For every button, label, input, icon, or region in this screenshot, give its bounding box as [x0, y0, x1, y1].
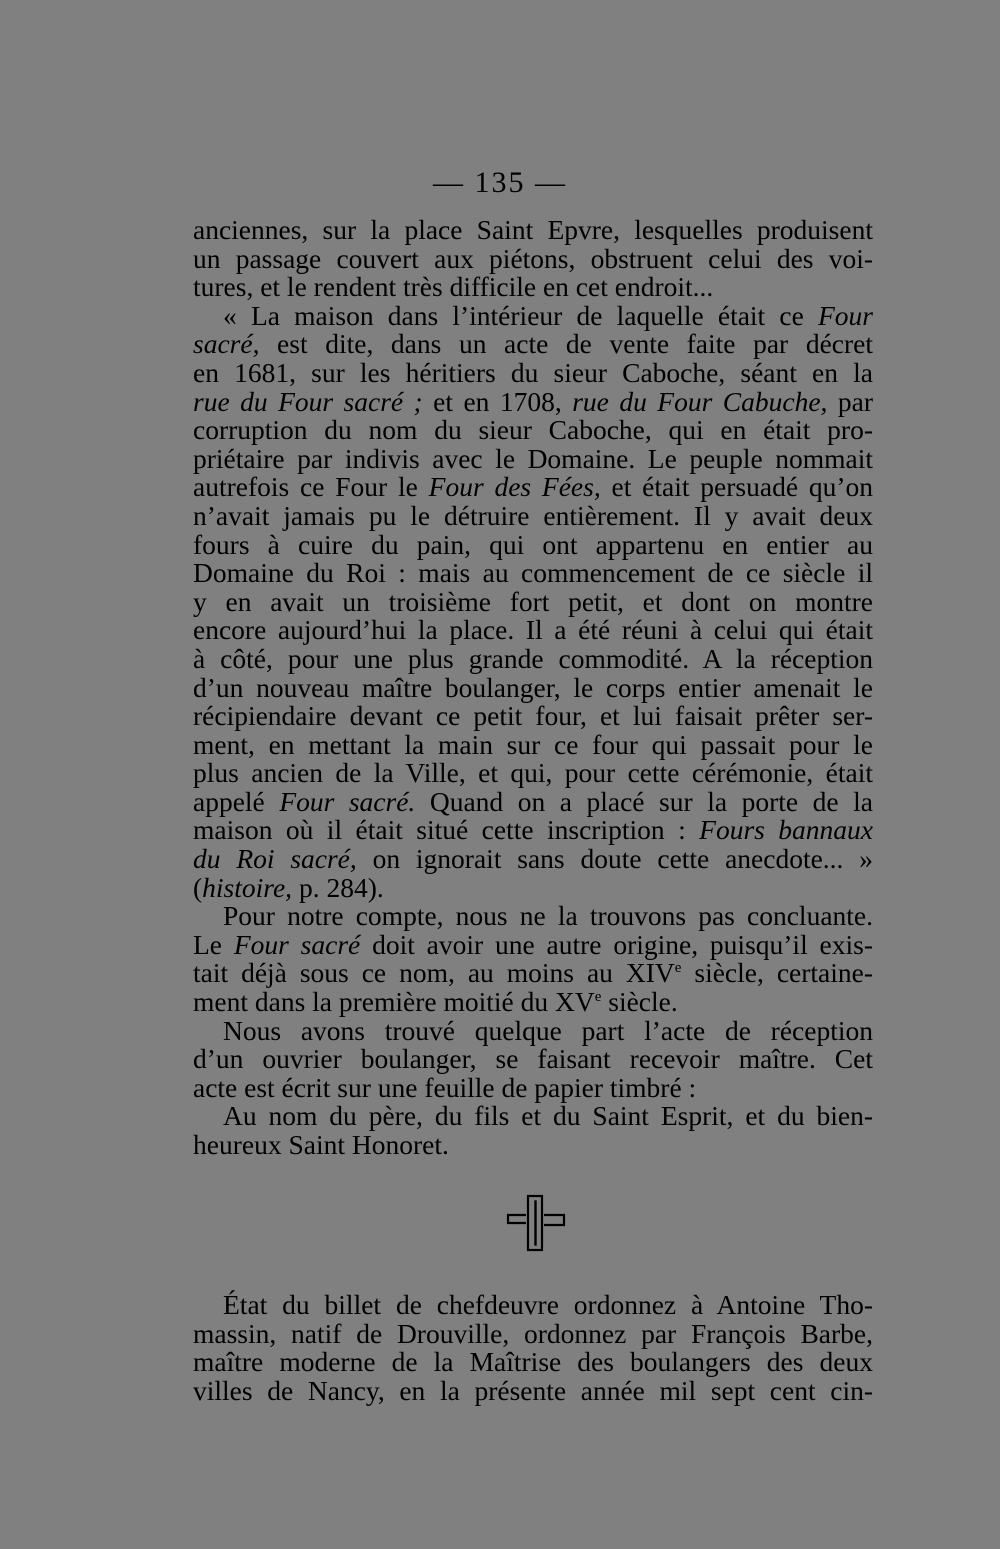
italic-span: sacré,	[193, 328, 260, 360]
text-line	[193, 299, 873, 331]
text-line	[193, 785, 873, 817]
text-line	[193, 928, 873, 960]
italic-span: Four sacré.	[279, 785, 416, 817]
text-span: doit avoir une autre origine, puisqu’il exis-	[360, 928, 873, 960]
text-span: par	[827, 385, 873, 417]
italic-span: rue du Four sacré ;	[193, 385, 423, 417]
text-line: en 1681, sur les héritiers du sieur Caboche, séant en la	[193, 356, 873, 388]
text-line	[193, 473, 873, 502]
text-line: Nous avons trouvé quelque part l’acte de réception	[223, 1014, 873, 1046]
text-line: tures, et le rendent très difficile en cet endroit...	[193, 271, 714, 303]
italic-span: Four	[818, 299, 873, 331]
text-line: d’un nouveau maître boulanger, le corps entier amenait le	[193, 671, 873, 703]
text-span: siècle, certaine-	[681, 957, 873, 989]
text-span: (	[193, 871, 203, 903]
text-line	[193, 330, 873, 359]
text-line	[193, 845, 873, 874]
text-line: massin, natif de Drouville, ordonnez par François Barbe,	[193, 1317, 873, 1349]
text-line	[193, 959, 873, 988]
superscript: e	[674, 960, 682, 977]
text-line	[193, 816, 873, 845]
text-line: priétaire par indivis avec le Domaine. Le peuple nommait	[193, 442, 873, 474]
italic-span: du Roi sacré,	[193, 843, 357, 875]
text-line: anciennes, sur la place Saint Epvre, lesquelles produisent	[193, 214, 873, 245]
text-span: et en 1708,	[422, 385, 573, 417]
italic-span: Four des Fées,	[428, 471, 601, 503]
italic-span: histoire,	[202, 871, 293, 903]
text-line: villes de Nancy, en la présente année mil sept cent cin-	[193, 1374, 873, 1406]
text-line: d’un ouvrier boulanger, se faisant recevoir maître. Cet	[193, 1043, 873, 1075]
text-span: siècle.	[601, 986, 678, 1018]
text-span: « La maison dans l’intérieur de laquelle était ce	[223, 299, 818, 331]
text-line: à côté, pour une plus grande commodité. A la réception	[193, 642, 873, 674]
text-line: ment, en mettant la main sur ce four qui passait pour le	[193, 728, 873, 760]
text-line: encore aujourd’hui la place. Il a été réuni à celui qui était	[193, 614, 873, 646]
text-span: appelé	[193, 785, 280, 817]
text-span: et était persuadé qu’on	[600, 471, 873, 503]
text-line: corruption du nom du sieur Caboche, qui en était pro-	[193, 414, 873, 446]
billet-text	[193, 1291, 873, 1405]
text-line	[193, 385, 873, 417]
text-line: maître moderne de la Maîtrise des boulangers des deux	[193, 1346, 873, 1378]
text-line: Pour notre compte, nous ne la trouvons pas concluante.	[223, 900, 873, 932]
text-line: y en avait un troisième fort petit, et dont on montre	[193, 585, 873, 617]
text-span: p. 284).	[292, 871, 384, 903]
text-line: heureux Saint Honoret.	[193, 1129, 449, 1160]
italic-span: rue du Four Cabuche,	[572, 385, 828, 417]
text-line	[193, 988, 873, 1017]
text-line: Domaine du Roi : mais au commencement de ce siècle il	[193, 557, 873, 589]
page-number: — 135 —	[433, 166, 567, 199]
text-span: ment dans la première moitié du XV	[193, 986, 595, 1018]
text-line: Au nom du père, du fils et du Saint Esprit, et du bien-	[223, 1100, 873, 1132]
italic-span: Fours bannaux	[699, 814, 873, 846]
text-span: maison où il était situé cette inscription :	[193, 814, 700, 846]
text-line: acte est écrit sur une feuille de papier timbré :	[193, 1071, 697, 1103]
text-span: Le	[193, 928, 234, 960]
text-line: un passage couvert aux piétons, obstruent celui des voi-	[193, 242, 873, 274]
superscript: e	[594, 988, 602, 1005]
text-line	[193, 871, 873, 903]
main-text	[193, 216, 873, 1160]
text-line: fours à cuire du pain, qui ont appartenu en entier au	[193, 528, 873, 560]
text-span: tait déjà sous ce nom, au moins au XIV	[193, 957, 675, 989]
text-span: on ignorait sans doute cette anecdote... »	[356, 843, 873, 875]
text-span: est dite, dans un acte de vente faite par décret	[259, 328, 873, 360]
text-span: autrefois ce Four le	[193, 471, 429, 503]
text-line: plus ancien de la Ville, et qui, pour cette cérémonie, était	[193, 757, 873, 789]
text-line: récipiendaire devant ce petit four, et lui faisait prêter ser-	[193, 700, 873, 732]
text-line: État du billet de chefdeuvre ordonnez à Antoine Tho-	[223, 1289, 873, 1320]
italic-span: Four sacré	[233, 928, 361, 960]
bakers-peel-emblem-icon	[504, 1193, 568, 1253]
text-line: n’avait jamais pu le détruire entièrement. Il y avait deux	[193, 499, 873, 531]
text-span: Quand on a placé sur la porte de la	[415, 785, 873, 817]
